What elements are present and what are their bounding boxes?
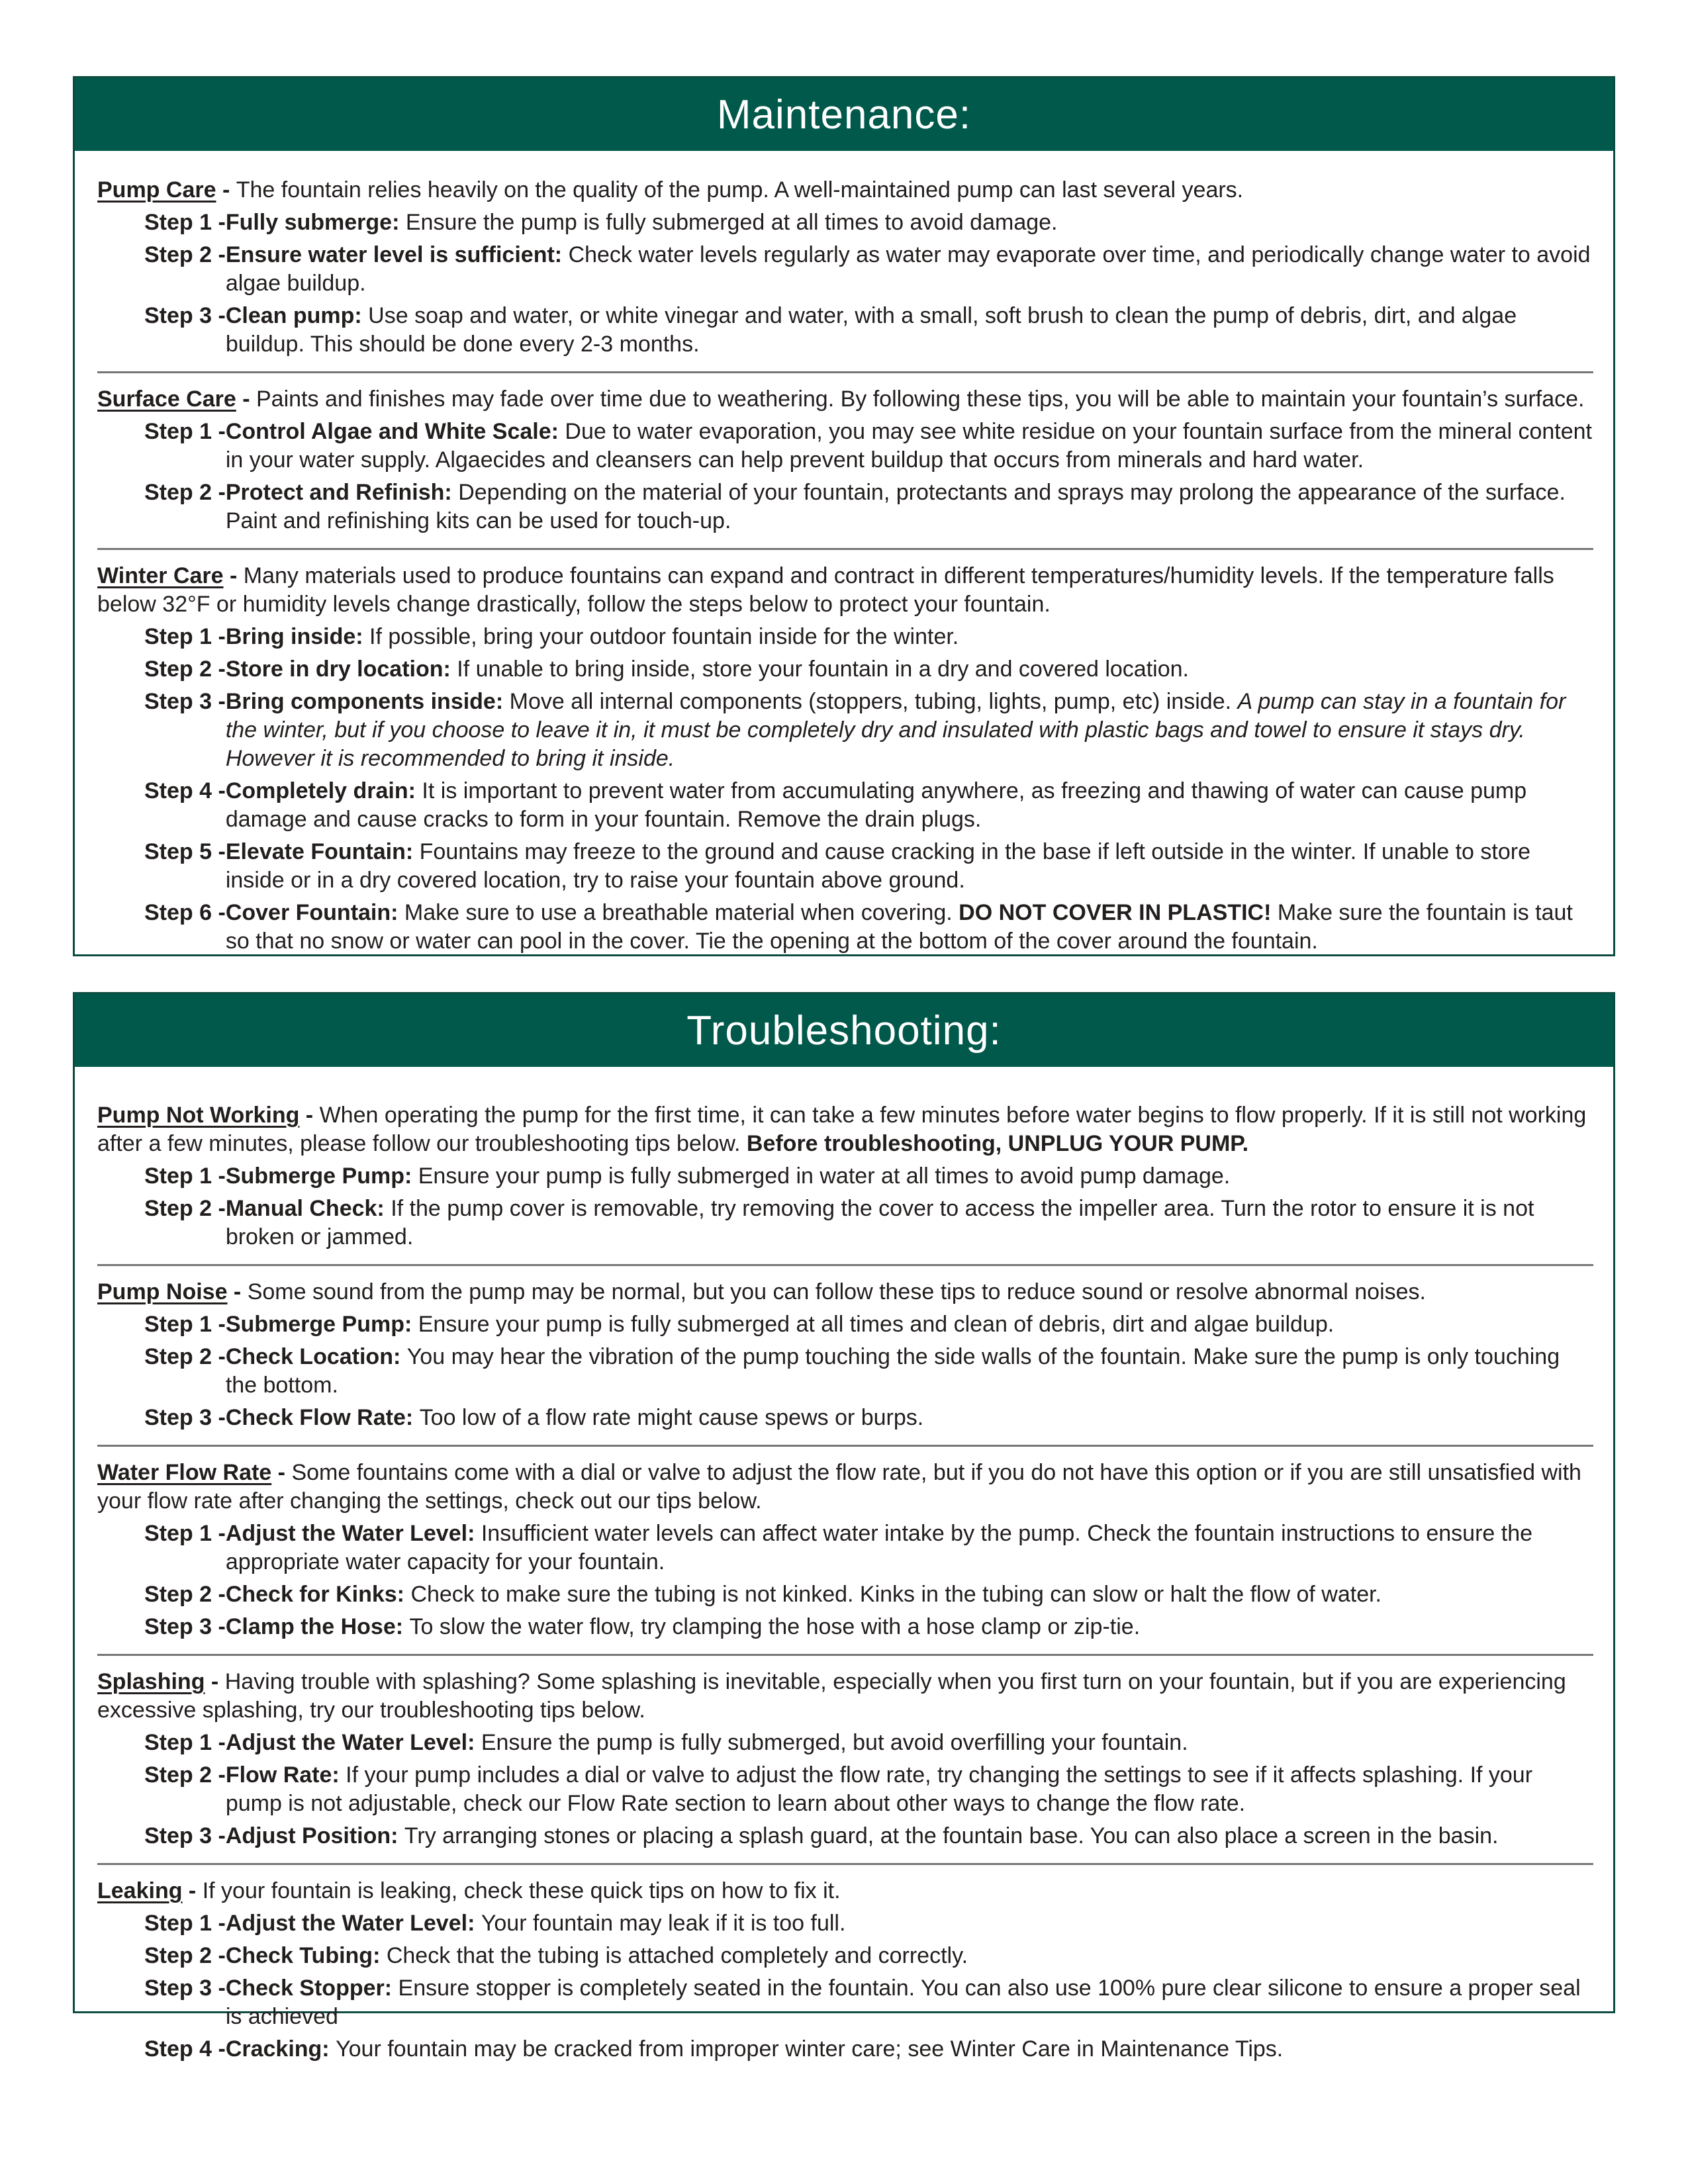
section-divider xyxy=(97,371,1593,373)
step-label: Step 3 - xyxy=(144,689,226,714)
text-segment: Due to water evaporation, you may see white residue on your fountain surface from the mineral content in your water supply. Algaecides and cleansers can help prevent buildup that occurs from minerals and hard water. xyxy=(225,419,1593,473)
step-row xyxy=(97,1343,1593,1400)
maintenance-title: Maintenance: xyxy=(716,91,972,138)
step-title: Adjust the Water Level: xyxy=(225,1730,481,1755)
step-text xyxy=(226,1195,1593,1251)
text-segment: A pump can stay in a fountain for the winter, but if you choose to leave it in, it must be completely dry and insulated with plastic bags and towel to ensure it stays dry. However it is recommended to bring it inside. xyxy=(225,689,1566,771)
step-title: Elevate Fountain: xyxy=(225,839,420,864)
step-label: Step 2 - xyxy=(144,1196,226,1221)
troubleshooting-body xyxy=(75,1067,1613,2064)
section-heading: Water Flow Rate xyxy=(97,1460,272,1485)
heading-dash: - xyxy=(236,387,256,412)
step-text xyxy=(226,2035,1593,2064)
heading-dash: - xyxy=(205,1669,225,1694)
section-intro xyxy=(97,1278,1593,1306)
text-segment: To slow the water flow, try clamping the hose with a hose clamp or zip-tie. xyxy=(409,1614,1141,1639)
text-segment: Make sure to use a breathable material when covering. xyxy=(404,900,959,925)
step-label: Step 1 - xyxy=(144,1521,226,1546)
step-label: Step 1 - xyxy=(144,624,226,649)
section-divider xyxy=(97,1445,1593,1447)
step-label: Step 6 - xyxy=(144,900,226,925)
step-label: Step 3 - xyxy=(144,1823,226,1848)
step-row xyxy=(97,1909,1593,1938)
troubleshooting-panel xyxy=(73,992,1615,2062)
step-row xyxy=(97,208,1593,237)
step-title: Cover Fountain: xyxy=(225,900,404,925)
step-text xyxy=(226,838,1593,895)
step-row xyxy=(97,2035,1593,2064)
step-title: Control Algae and White Scale: xyxy=(225,419,565,444)
step-text xyxy=(226,1310,1593,1339)
step-title: Ensure water level is sufficient: xyxy=(225,242,569,267)
step-row xyxy=(97,1162,1593,1191)
step-row xyxy=(97,1520,1593,1576)
step-text xyxy=(226,1343,1593,1400)
text-segment: Move all internal components (stoppers, tubing, lights, pump, etc) inside. xyxy=(509,689,1238,714)
heading-dash: - xyxy=(227,1279,248,1304)
text-segment: Ensure your pump is fully submerged in water at all times to avoid pump damage. xyxy=(418,1163,1231,1189)
step-text xyxy=(226,1942,1593,1970)
step-label: Step 2 - xyxy=(144,1943,226,1968)
text-segment: Some sound from the pump may be normal, but you can follow these tips to reduce sound or resolve abnormal noises. xyxy=(247,1279,1426,1304)
section-divider xyxy=(97,1863,1593,1865)
text-segment: Your fountain may leak if it is too full. xyxy=(481,1911,846,1936)
step-row xyxy=(97,1761,1593,1818)
step-row xyxy=(97,1580,1593,1609)
step-text xyxy=(226,899,1593,956)
section-divider xyxy=(97,1264,1593,1266)
text-segment: Ensure your pump is fully submerged at all times and clean of debris, dirt and algae buildup. xyxy=(418,1312,1335,1337)
text-segment: When operating the pump for the first time, it can take a few minutes before water begins to flow properly. If it is still not working after a few minutes, please follow our troubleshooting tips below. xyxy=(97,1103,1587,1156)
step-title: Protect and Refinish: xyxy=(225,480,459,505)
step-title: Completely drain: xyxy=(225,778,422,803)
step-title: Check Location: xyxy=(225,1344,407,1369)
step-row xyxy=(97,302,1593,359)
step-title: Submerge Pump: xyxy=(225,1163,418,1189)
step-row xyxy=(97,1729,1593,1757)
text-segment: Check to make sure the tubing is not kinked. Kinks in the tubing can slow or halt the flow of water. xyxy=(410,1582,1382,1607)
step-label: Step 1 - xyxy=(144,419,226,444)
heading-dash: - xyxy=(271,1460,292,1485)
step-text xyxy=(226,1162,1593,1191)
section-divider xyxy=(97,1654,1593,1656)
text-segment: If your fountain is leaking, check these quick tips on how to fix it. xyxy=(202,1878,841,1903)
step-text xyxy=(226,623,1593,651)
section-intro xyxy=(97,1877,1593,1905)
section-heading: Leaking xyxy=(97,1878,183,1903)
text-segment: Insufficient water levels can affect water intake by the pump. Check the fountain instructions to ensure the appropriate water capacity for your fountain. xyxy=(225,1521,1533,1574)
text-segment: The fountain relies heavily on the quality of the pump. A well-maintained pump can last several years. xyxy=(236,177,1244,203)
heading-dash: - xyxy=(182,1878,203,1903)
section-intro xyxy=(97,562,1593,619)
step-title: Flow Rate: xyxy=(225,1762,346,1788)
text-segment: Use soap and water, or white vinegar and water, with a small, soft brush to clean the pump of debris, dirt, and algae buildup. This should be done every 2-3 months. xyxy=(225,303,1517,357)
text-segment: Fountains may freeze to the ground and cause cracking in the base if left outside in the winter. If unable to store inside or in a dry covered location, try to raise your fountain above ground. xyxy=(225,839,1530,893)
step-title: Manual Check: xyxy=(225,1196,391,1221)
step-row xyxy=(97,1404,1593,1432)
section-heading: Surface Care xyxy=(97,387,236,412)
step-label: Step 3 - xyxy=(144,1614,226,1639)
step-row xyxy=(97,1974,1593,2031)
step-label: Step 3 - xyxy=(144,1405,226,1430)
step-label: Step 2 - xyxy=(144,1344,226,1369)
step-title: Adjust Position: xyxy=(225,1823,404,1848)
text-segment: Having trouble with splashing? Some splashing is inevitable, especially when you first turn on your fountain, but if you are experiencing excessive splashing, try our troubleshooting tips below. xyxy=(97,1669,1566,1723)
step-text xyxy=(226,418,1593,475)
section-heading: Winter Care xyxy=(97,563,224,588)
step-title: Cracking: xyxy=(225,2036,336,2062)
step-text xyxy=(226,1520,1593,1576)
maintenance-header-bar xyxy=(75,78,1613,151)
step-text xyxy=(226,1729,1593,1757)
step-title: Check for Kinks: xyxy=(225,1582,411,1607)
section-intro xyxy=(97,176,1593,205)
step-label: Step 2 - xyxy=(144,480,226,505)
text-segment: Check water levels regularly as water may evaporate over time, and periodically change water to avoid algae buildup. xyxy=(225,242,1591,296)
text-segment: Your fountain may be cracked from improper winter care; see Winter Care in Maintenance Tips. xyxy=(336,2036,1284,2062)
step-text xyxy=(226,241,1593,298)
step-label: Step 2 - xyxy=(144,242,226,267)
step-label: Step 1 - xyxy=(144,1312,226,1337)
text-segment: Before troubleshooting, UNPLUG YOUR PUMP. xyxy=(746,1131,1249,1156)
heading-dash: - xyxy=(223,563,244,588)
step-text xyxy=(226,655,1593,684)
section-heading: Splashing xyxy=(97,1669,205,1694)
troubleshooting-title: Troubleshooting: xyxy=(686,1007,1002,1054)
section-surface-care xyxy=(97,385,1593,535)
text-segment: DO NOT COVER IN PLASTIC! xyxy=(959,900,1272,925)
step-label: Step 4 - xyxy=(144,778,226,803)
step-text xyxy=(226,1404,1593,1432)
step-label: Step 5 - xyxy=(144,839,226,864)
step-row xyxy=(97,241,1593,298)
troubleshooting-header-bar xyxy=(75,994,1613,1067)
step-row xyxy=(97,1942,1593,1970)
step-title: Clamp the Hose: xyxy=(225,1614,410,1639)
text-segment: If your pump includes a dial or valve to adjust the flow rate, try changing the settings to see if it affects splashing. If your pump is not adjustable, check our Flow Rate section to learn about other ways to change the flow rate. xyxy=(225,1762,1533,1816)
text-segment: Depending on the material of your fountain, protectants and sprays may prolong the appearance of the surface. Paint and refinishing kits can be used for touch-up. xyxy=(225,480,1566,533)
step-title: Store in dry location: xyxy=(225,657,457,682)
step-text xyxy=(226,1974,1593,2031)
heading-dash: - xyxy=(299,1103,320,1128)
section-intro xyxy=(97,1668,1593,1725)
step-text xyxy=(226,1909,1593,1938)
step-title: Adjust the Water Level: xyxy=(225,1521,481,1546)
section-winter-care xyxy=(97,562,1593,956)
step-title: Bring inside: xyxy=(225,624,370,649)
step-label: Step 2 - xyxy=(144,657,226,682)
step-row xyxy=(97,418,1593,475)
step-label: Step 1 - xyxy=(144,1163,226,1189)
step-row xyxy=(97,1310,1593,1339)
section-splashing xyxy=(97,1668,1593,1850)
step-row xyxy=(97,838,1593,895)
step-title: Adjust the Water Level: xyxy=(225,1911,481,1936)
text-segment: Ensure stopper is completely seated in the fountain. You can also use 100% pure clear silicone to ensure a proper seal is achieved xyxy=(225,1976,1581,2029)
section-pump-not-working xyxy=(97,1101,1593,1251)
step-text xyxy=(226,1761,1593,1818)
step-title: Check Flow Rate: xyxy=(225,1405,420,1430)
text-segment: Try arranging stones or placing a splash guard, at the fountain base. You can also place a screen in the basin. xyxy=(404,1823,1499,1848)
step-row xyxy=(97,688,1593,773)
section-intro xyxy=(97,1459,1593,1516)
section-intro xyxy=(97,385,1593,414)
step-title: Check Stopper: xyxy=(225,1976,399,2001)
text-segment: It is important to prevent water from accumulating anywhere, as freezing and thawing of water can cause pump damage and cause cracks to form in your fountain. Remove the drain plugs. xyxy=(225,778,1527,832)
step-row xyxy=(97,1613,1593,1641)
section-leaking xyxy=(97,1877,1593,2064)
step-text xyxy=(226,688,1593,773)
section-heading: Pump Not Working xyxy=(97,1103,300,1128)
text-segment: You may hear the vibration of the pump touching the side walls of the fountain. Make sure the pump is only touching the bottom. xyxy=(225,1344,1560,1398)
step-label: Step 2 - xyxy=(144,1762,226,1788)
text-segment: If unable to bring inside, store your fountain in a dry and covered location. xyxy=(457,657,1189,682)
step-row xyxy=(97,899,1593,956)
step-label: Step 4 - xyxy=(144,2036,226,2062)
step-text xyxy=(226,302,1593,359)
text-segment: Ensure the pump is fully submerged, but avoid overfilling your fountain. xyxy=(481,1730,1188,1755)
step-text xyxy=(226,1580,1593,1609)
text-segment: Ensure the pump is fully submerged at all times to avoid damage. xyxy=(405,210,1058,235)
step-text xyxy=(226,208,1593,237)
text-segment: Make sure the fountain is taut so that no snow or water can pool in the cover. Tie the opening at the bottom of the cover around the fountain. xyxy=(225,900,1573,954)
step-title: Clean pump: xyxy=(225,303,369,328)
section-divider xyxy=(97,548,1593,550)
section-pump-care xyxy=(97,176,1593,359)
step-row xyxy=(97,1822,1593,1850)
step-text xyxy=(226,478,1593,535)
text-segment: Many materials used to produce fountains can expand and contract in different temperatures/humidity levels. If the temperature falls below 32°F or humidity levels change drastically, follow the steps below to protect your fountain. xyxy=(97,563,1554,617)
step-label: Step 3 - xyxy=(144,303,226,328)
section-water-flow-rate xyxy=(97,1459,1593,1641)
step-title: Fully submerge: xyxy=(225,210,406,235)
step-row xyxy=(97,623,1593,651)
section-intro xyxy=(97,1101,1593,1158)
maintenance-body xyxy=(75,151,1613,956)
step-row xyxy=(97,655,1593,684)
section-heading: Pump Care xyxy=(97,177,216,203)
section-pump-noise xyxy=(97,1278,1593,1432)
step-title: Submerge Pump: xyxy=(225,1312,418,1337)
step-label: Step 2 - xyxy=(144,1582,226,1607)
maintenance-panel xyxy=(73,76,1615,956)
section-heading: Pump Noise xyxy=(97,1279,228,1304)
text-segment: Too low of a flow rate might cause spews or burps. xyxy=(419,1405,924,1430)
step-text xyxy=(226,1822,1593,1850)
step-label: Step 1 - xyxy=(144,210,226,235)
step-label: Step 3 - xyxy=(144,1976,226,2001)
step-row xyxy=(97,777,1593,834)
heading-dash: - xyxy=(216,177,236,203)
step-text xyxy=(226,1613,1593,1641)
step-label: Step 1 - xyxy=(144,1730,226,1755)
text-segment: Some fountains come with a dial or valve to adjust the flow rate, but if you do not have this option or if you are still unsatisfied with your flow rate after changing the settings, check out our tips below. xyxy=(97,1460,1581,1514)
step-title: Check Tubing: xyxy=(225,1943,387,1968)
text-segment: If the pump cover is removable, try removing the cover to access the impeller area. Turn the rotor to ensure it is not broken or jammed. xyxy=(225,1196,1534,1250)
text-segment: Check that the tubing is attached completely and correctly. xyxy=(386,1943,968,1968)
text-segment: If possible, bring your outdoor fountain inside for the winter. xyxy=(369,624,959,649)
step-label: Step 1 - xyxy=(144,1911,226,1936)
step-title: Bring components inside: xyxy=(225,689,510,714)
step-row xyxy=(97,478,1593,535)
step-text xyxy=(226,777,1593,834)
step-row xyxy=(97,1195,1593,1251)
text-segment: Paints and finishes may fade over time due to weathering. By following these tips, you will be able to maintain your fountain’s surface. xyxy=(256,387,1585,412)
